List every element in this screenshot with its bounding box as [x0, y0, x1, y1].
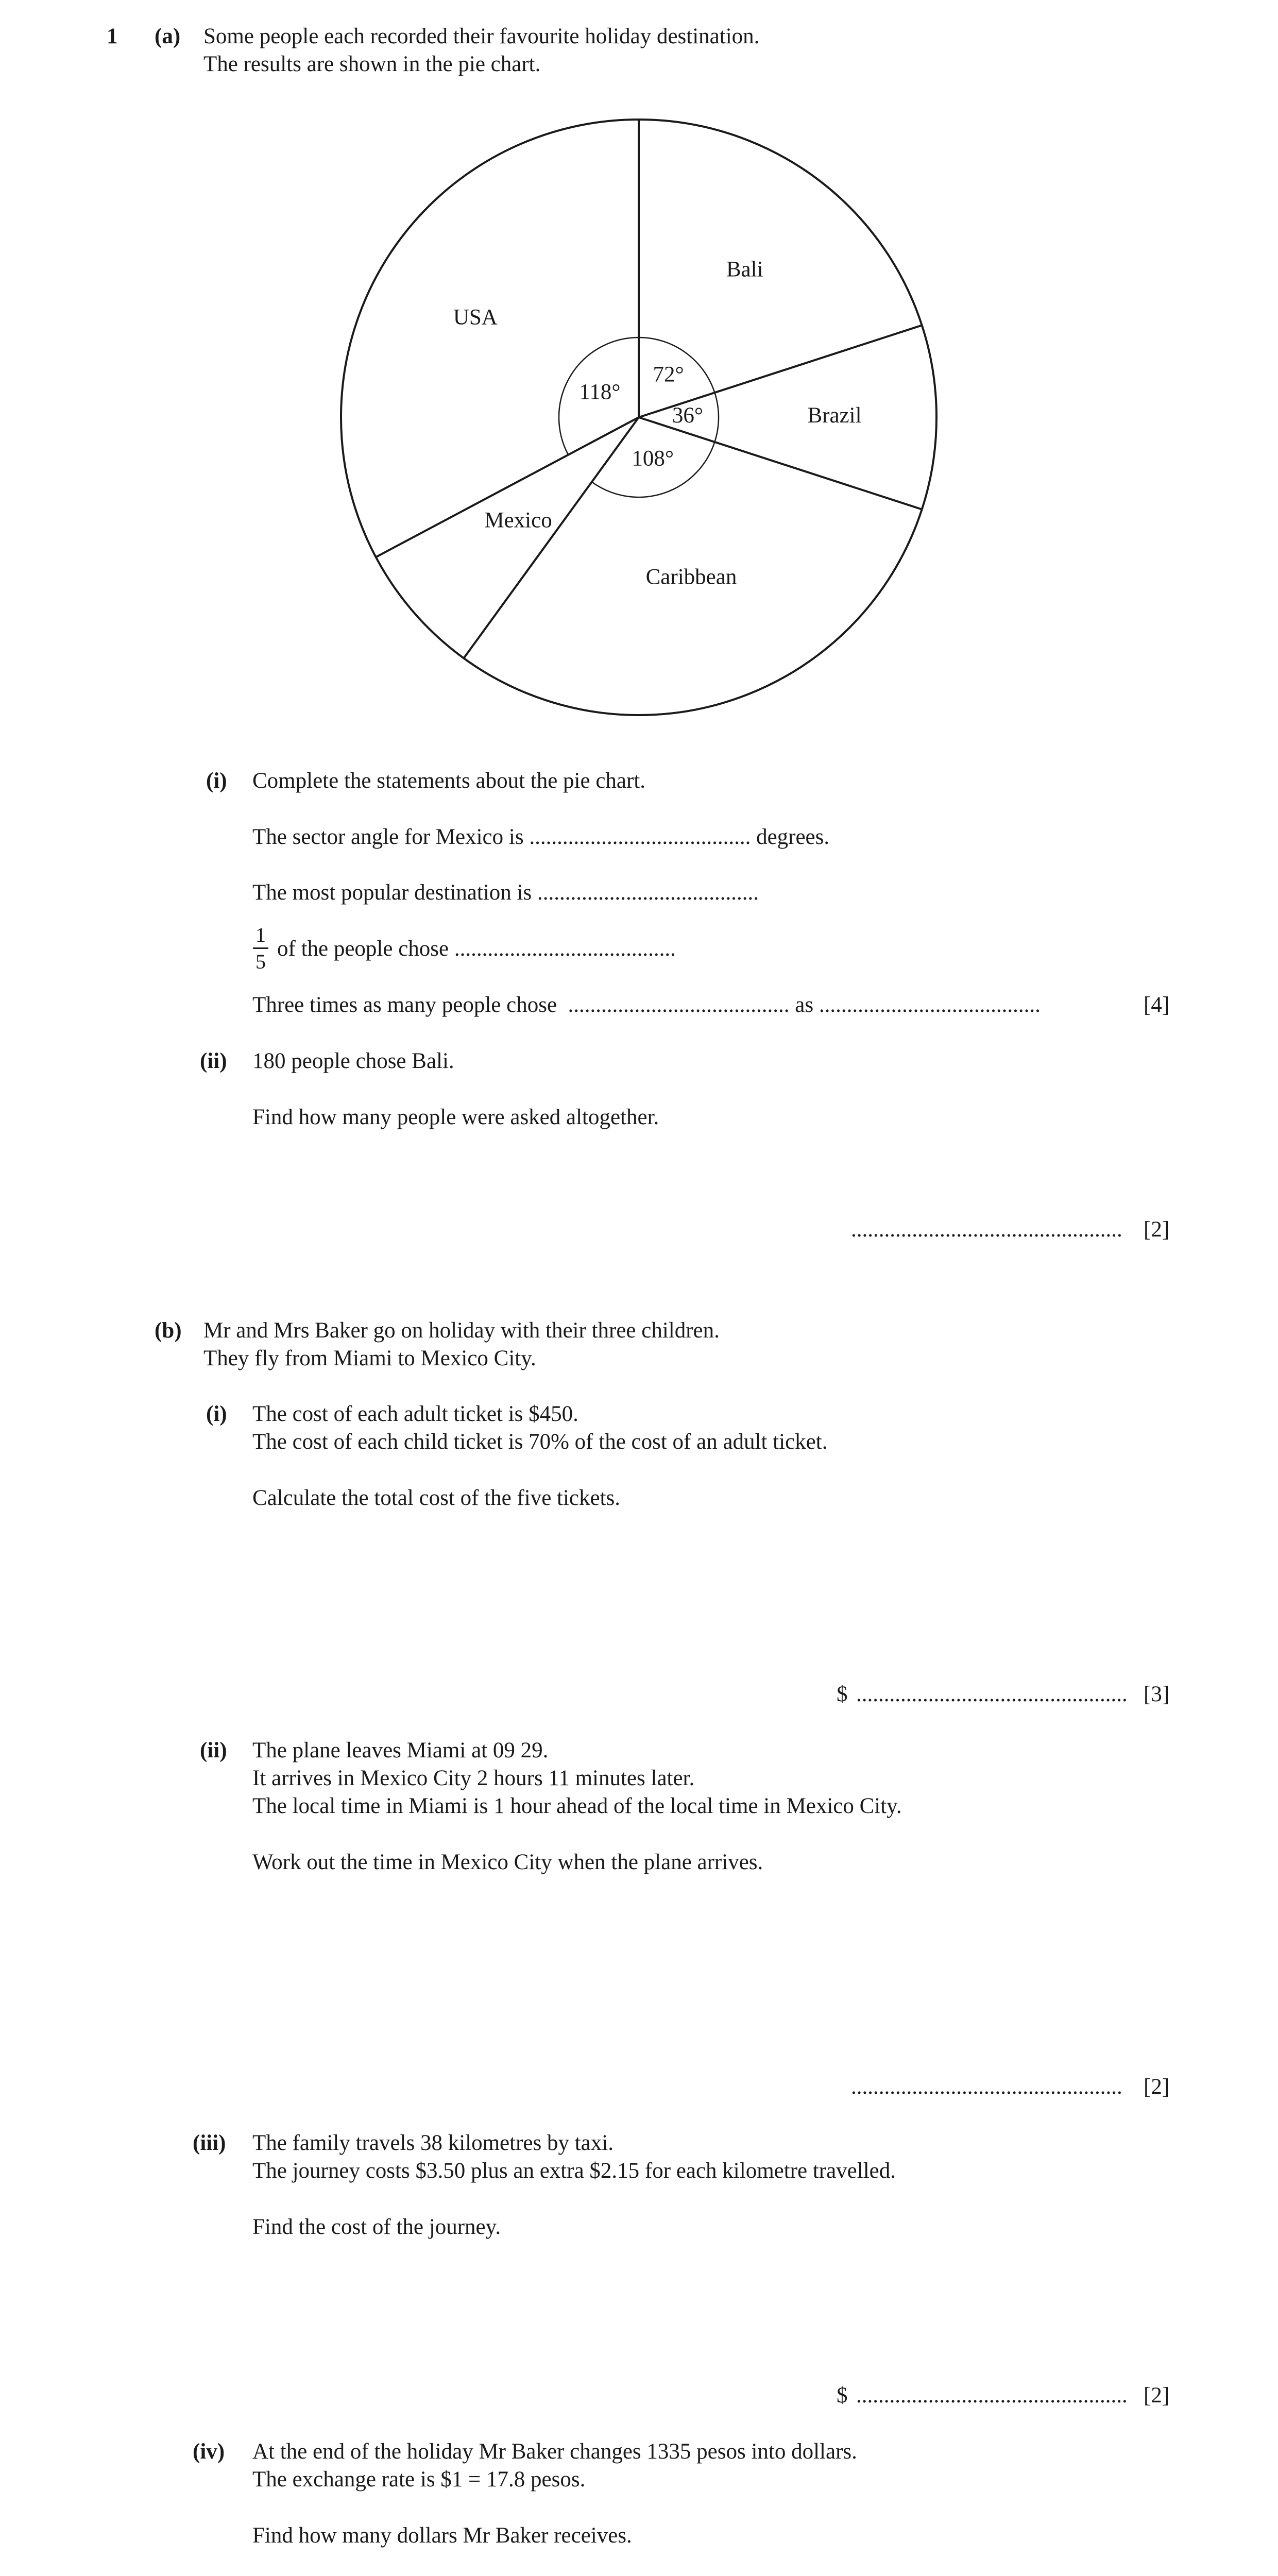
part-a-ii-label: (ii) [200, 1049, 227, 1073]
pie-slice-label-usa: USA [453, 305, 498, 330]
part-b-label: (b) [155, 1318, 182, 1343]
part-b-iii-line1: The family travels 38 kilometres by taxi. [252, 2131, 614, 2155]
pie-slice-label-mexico: Mexico [484, 508, 552, 533]
part-b-iii-line3: Find the cost of the journey. [252, 2215, 501, 2239]
pie-layer [341, 120, 936, 715]
part-b-iii-label: (iii) [193, 2131, 226, 2155]
statement-three-times-text: Three times as many people chose [252, 993, 557, 1017]
part-b-iv-line1: At the end of the holiday Mr Baker changes 1335 pesos into dollars. [252, 2439, 857, 2464]
statement-most-popular-text: The most popular destination is [252, 880, 532, 905]
statement-three-times [252, 991, 1041, 1019]
answer-line-b-i[interactable]: ................................................. [856, 1682, 1128, 1706]
part-b-ii-label: (ii) [200, 1738, 227, 1762]
marks-a-ii: [2] [1144, 1217, 1170, 1242]
angle-label-usa: 118° [579, 380, 621, 404]
answer-line-b-iii[interactable]: ................................................. [856, 2383, 1128, 2408]
part-b-i-line3: Calculate the total cost of the five tickets. [252, 1486, 621, 1510]
currency-b-i: $ [837, 1682, 848, 1706]
pie-chart [330, 111, 948, 729]
pie-slice-label-brazil: Brazil [807, 403, 862, 428]
statement-one-fifth [277, 935, 676, 963]
marks-a-i: [4] [1144, 993, 1170, 1017]
fraction-numerator: 1 [255, 923, 266, 946]
part-a-intro-line1: Some people each recorded their favourite holiday destination. [203, 24, 760, 48]
statement-mexico-angle-text: The sector angle for Mexico is [252, 825, 524, 849]
answer-blank-one-fifth[interactable]: ........................................ [454, 937, 676, 961]
angle-label-caribbean: 108° [632, 446, 674, 471]
pie-slice-label-caribbean: Caribbean [645, 565, 737, 589]
part-b-intro-line2: They fly from Miami to Mexico City. [203, 1346, 536, 1370]
question-number: 1 [107, 24, 118, 48]
part-b-iv-label: (iv) [193, 2439, 225, 2464]
pie-slice-boundary-mexico [464, 417, 639, 658]
answer-blank-most-popular[interactable]: ........................................ [537, 880, 759, 905]
part-a-ii-line2: Find how many people were asked altogether. [252, 1105, 659, 1129]
part-b-ii-line4: Work out the time in Mexico City when the plane arrives. [252, 1850, 763, 1874]
answer-line-b-ii[interactable]: ................................................. [851, 2075, 1122, 2099]
pie-slice-label-bali: Bali [726, 257, 763, 282]
part-b-i-line1: The cost of each adult ticket is $450. [252, 1402, 578, 1426]
statement-one-fifth-text: of the people chose [277, 937, 449, 961]
statement-most-popular [252, 879, 759, 907]
answer-blank-mexico-angle[interactable]: ........................................ [529, 825, 751, 849]
fraction-bar [253, 947, 268, 949]
angle-label-bali: 72° [653, 362, 684, 387]
part-b-i-line2: The cost of each child ticket is 70% of the cost of an adult ticket. [252, 1430, 828, 1454]
part-b-intro-line1: Mr and Mrs Baker go on holiday with their three children. [203, 1318, 720, 1343]
part-b-ii-line1: The plane leaves Miami at 09 29. [252, 1738, 549, 1762]
marks-b-i: [3] [1144, 1682, 1170, 1706]
part-a-i-label: (i) [206, 769, 227, 793]
pie-slice-boundary-caribbean [639, 417, 922, 510]
currency-b-iii: $ [837, 2383, 848, 2408]
part-b-i-label: (i) [206, 1402, 227, 1426]
part-b-ii-line2: It arrives in Mexico City 2 hours 11 minutes later. [252, 1766, 695, 1790]
part-a-label: (a) [155, 24, 181, 48]
statement-mexico-angle [252, 823, 829, 851]
angle-label-brazil: 36° [672, 403, 704, 428]
answer-blank-three-times-2[interactable]: ........................................ [819, 993, 1041, 1017]
part-b-iv-line2: The exchange rate is $1 = 17.8 pesos. [252, 2467, 586, 2492]
marks-b-ii: [2] [1144, 2075, 1170, 2099]
part-a-ii-line1: 180 people chose Bali. [252, 1049, 454, 1073]
answer-line-a-ii[interactable]: ................................................. [851, 1217, 1122, 1242]
part-a-intro-line2: The results are shown in the pie chart. [203, 52, 541, 76]
part-b-iv-line3: Find how many dollars Mr Baker receives. [252, 2523, 632, 2548]
statement-mexico-angle-unit: degrees. [756, 825, 830, 849]
answer-blank-three-times-1[interactable]: ........................................ [568, 993, 790, 1017]
marks-b-iii: [2] [1144, 2383, 1170, 2408]
statement-three-times-as: as [795, 993, 814, 1017]
fraction-denominator: 5 [255, 950, 266, 973]
part-b-iii-line2: The journey costs $3.50 plus an extra $2.15 for each kilometre travelled. [252, 2159, 896, 2183]
part-a-i-instruction: Complete the statements about the pie chart. [252, 769, 646, 793]
angle-arc-brazil [714, 393, 719, 442]
part-b-ii-line3: The local time in Miami is 1 hour ahead of the local time in Mexico City. [252, 1794, 902, 1818]
